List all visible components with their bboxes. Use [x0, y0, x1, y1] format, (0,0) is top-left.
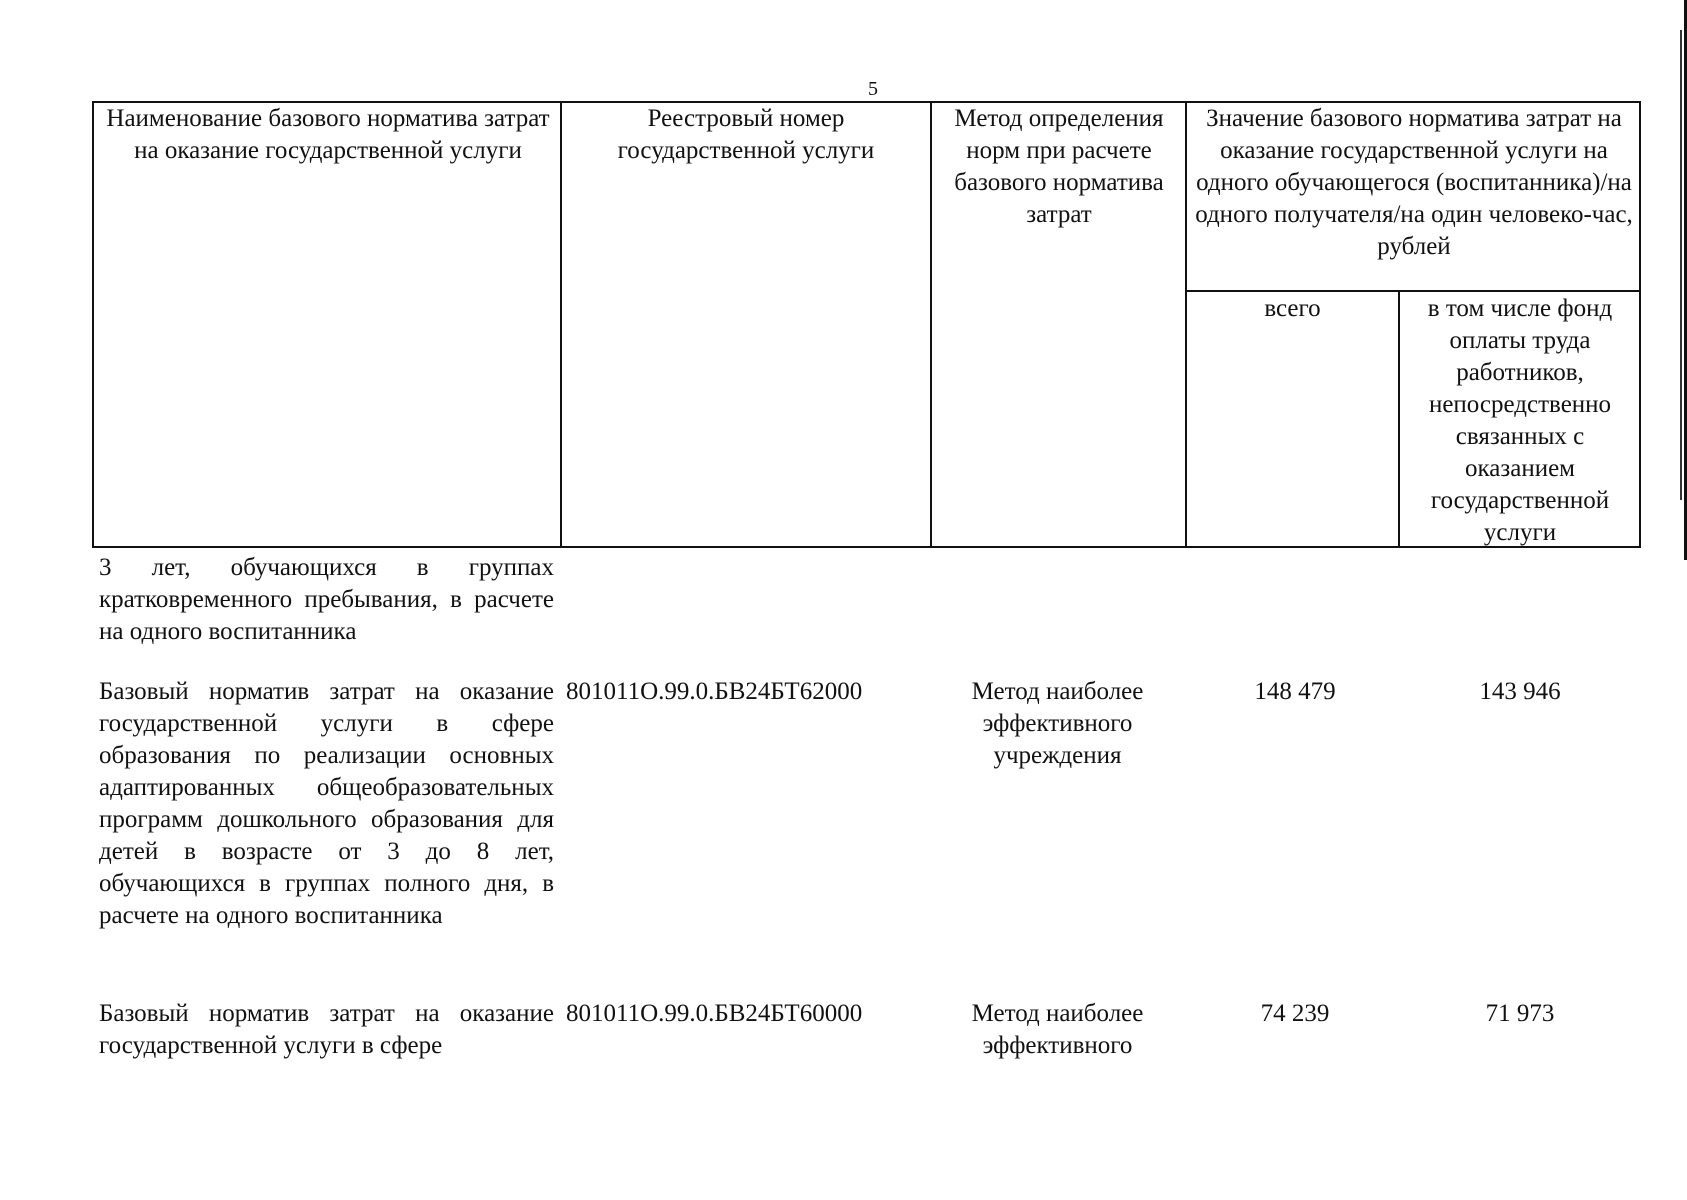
header-total: всего: [1264, 295, 1321, 322]
page-number: 5: [868, 78, 878, 100]
row-method: Метод наиболее эффективного: [971, 1000, 1144, 1059]
row-name: Базовый норматив затрат на оказание государственной услуги в сфере образования по реализации основных адаптированных общеобразовательных программ дошкольного образования для детей в возрасте от 3 до 8 лет, обучающихся в группах полного дня, в расчете на одного воспитанника: [99, 678, 554, 929]
row-registry-number: 801011О.99.0.БВ24БТ62000: [566, 678, 863, 705]
column-divider: [560, 103, 562, 548]
row-total: 148 479: [1254, 678, 1336, 705]
header-registry-number: Реестровый номер государственной услуги: [617, 105, 875, 164]
scan-edge-mark: [1680, 30, 1682, 500]
row-registry-number: 801011О.99.0.БВ24БТ60000: [566, 1000, 863, 1027]
header-name: Наименование базового норматива затрат на оказание государственной услуги: [106, 105, 550, 164]
row-method: Метод наиболее эффективного учреждения: [971, 678, 1144, 769]
column-divider: [930, 103, 932, 548]
row-divider: [1185, 290, 1641, 292]
header-method: Метод определения норм при расчете базового норматива затрат: [954, 105, 1164, 228]
column-divider: [1185, 103, 1187, 548]
row-name: Базовый норматив затрат на оказание государственной услуги в сфере: [99, 1000, 554, 1059]
row-salary-fund: 143 946: [1479, 678, 1561, 705]
header-salary-fund: в том числе фонд оплаты труда работников, непосредственно связанных с оказанием государственной услуги: [1427, 295, 1613, 546]
row-total: 74 239: [1260, 1000, 1330, 1027]
column-divider: [1398, 291, 1400, 548]
continuation-text: 3 лет, обучающихся в группах кратковременного пребывания, в расчете на одного воспитанника: [99, 554, 554, 645]
header-value: Значение базового норматива затрат на оказание государственной услуги на одного обучающегося (воспитанника)/на одного получателя/на один человеко-час, рублей: [1195, 105, 1633, 260]
table-header-grid: [92, 101, 1641, 548]
row-salary-fund: 71 973: [1485, 1000, 1555, 1027]
